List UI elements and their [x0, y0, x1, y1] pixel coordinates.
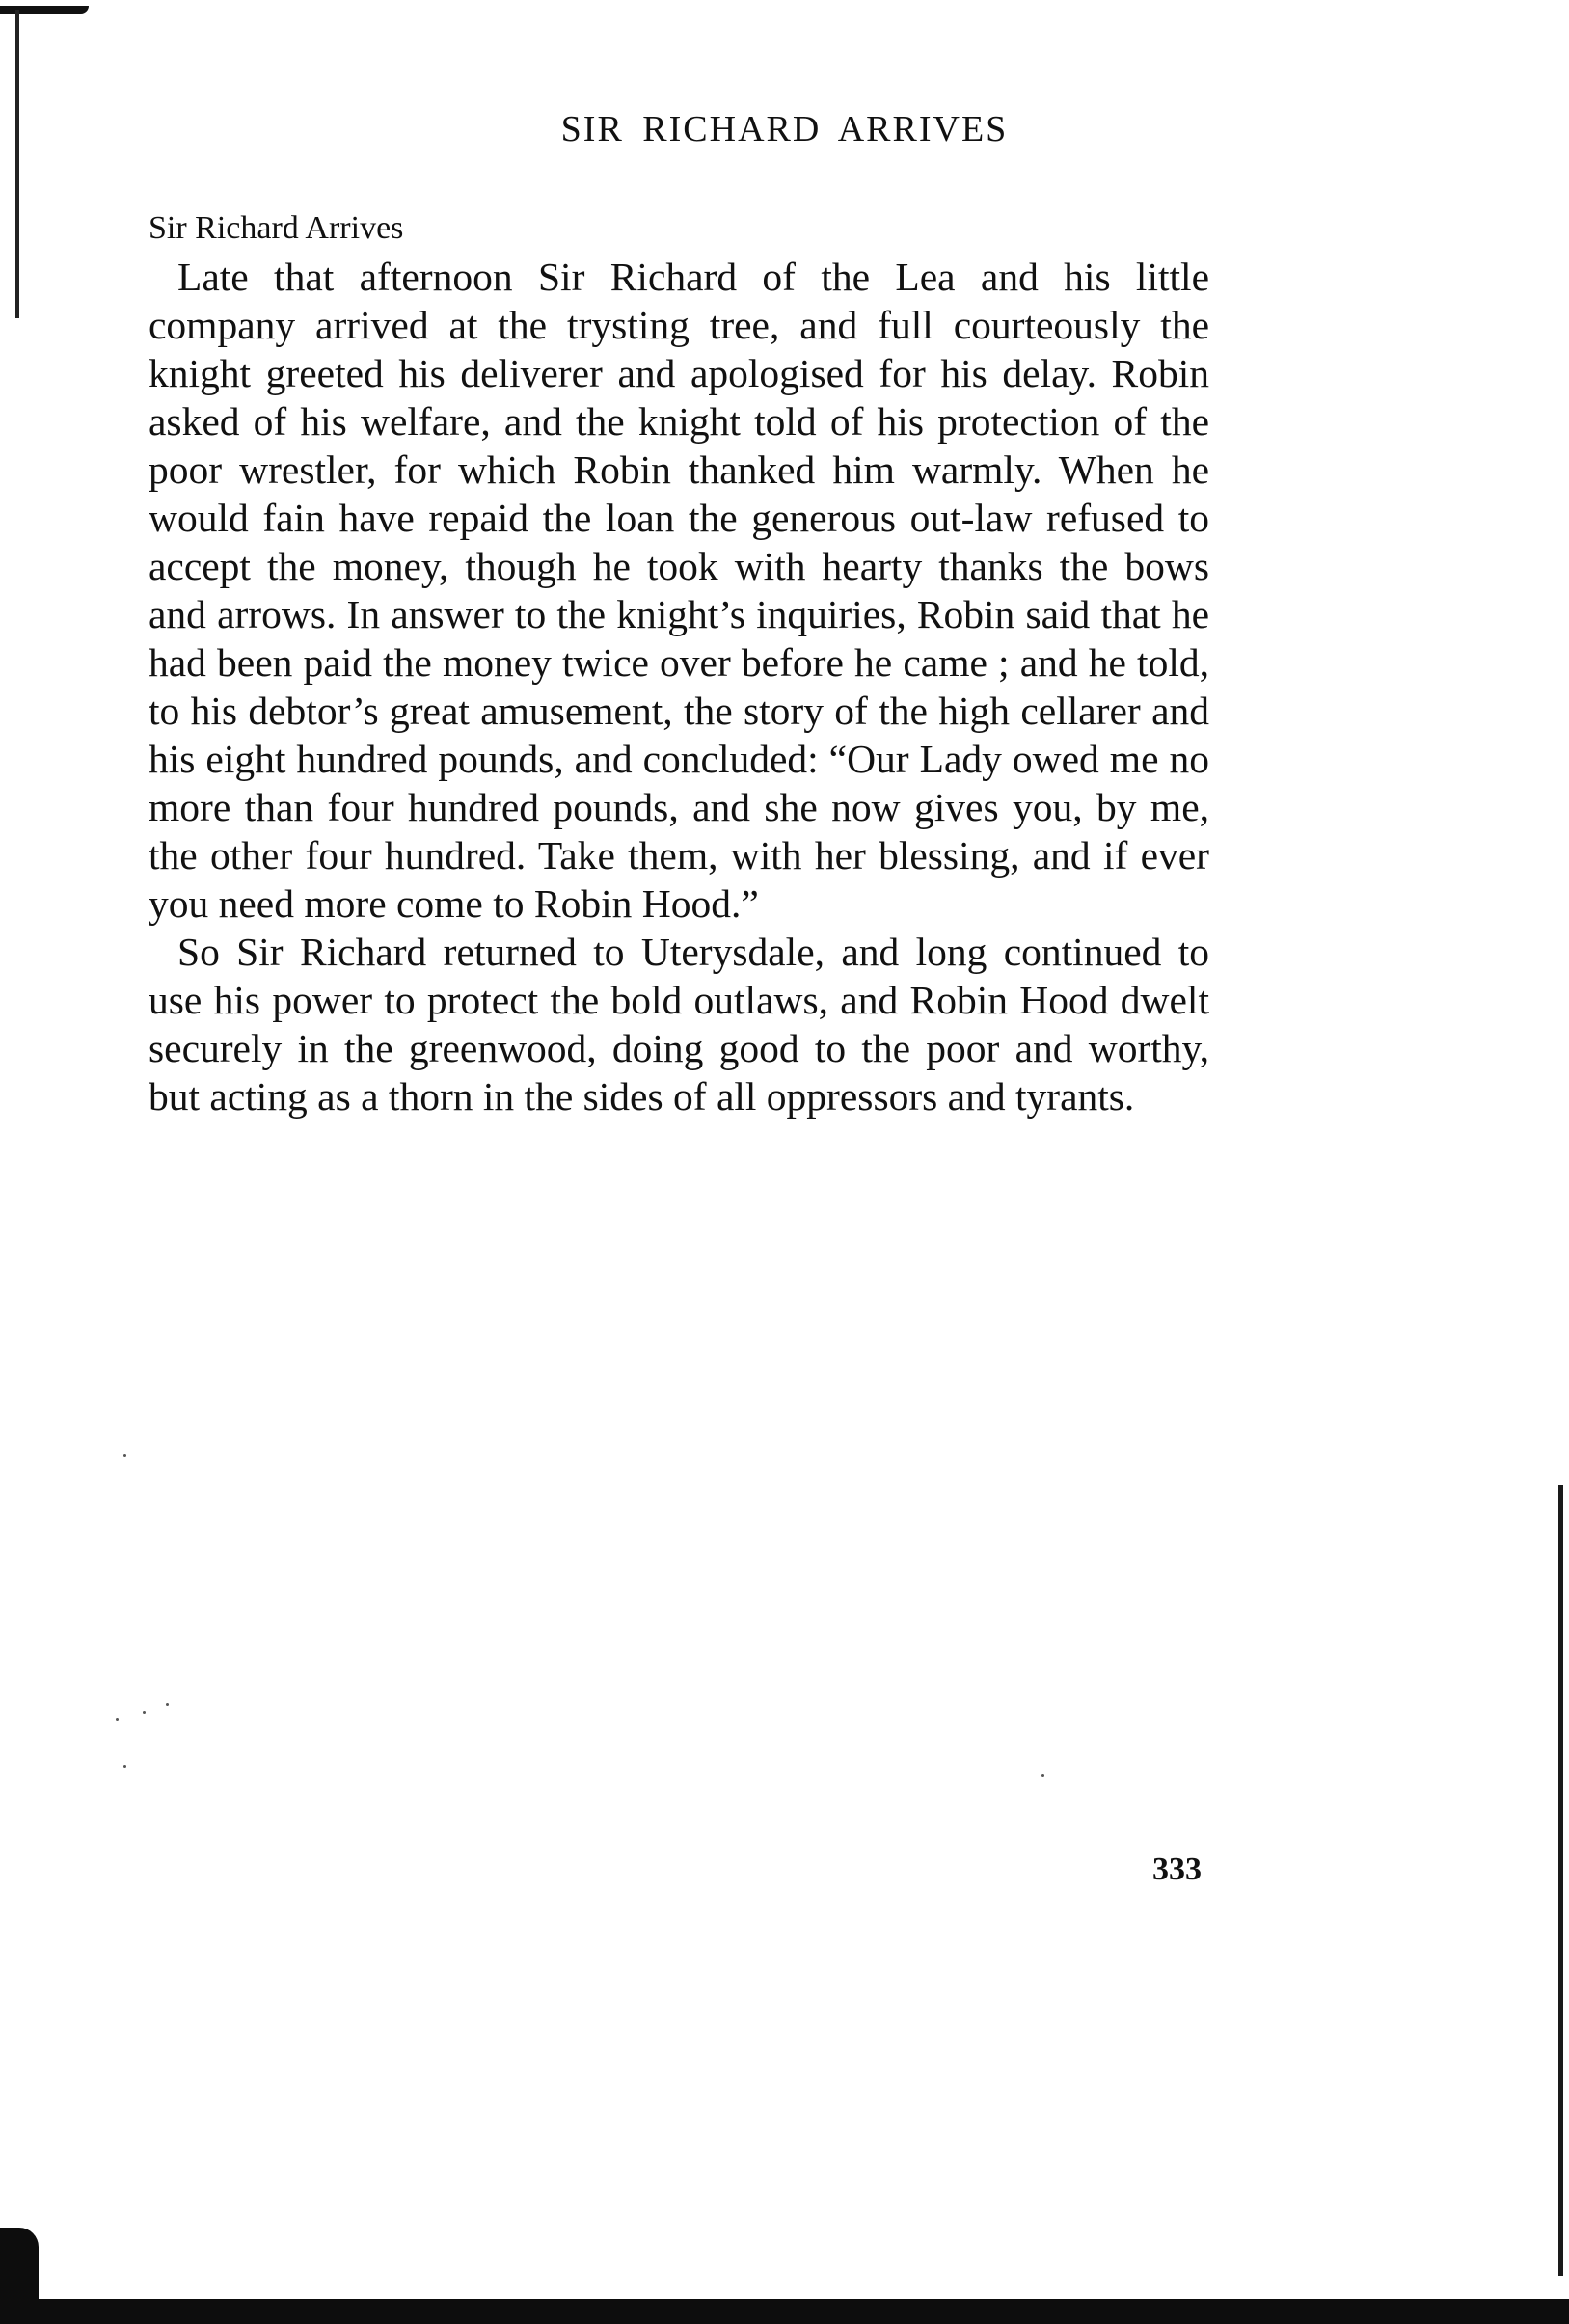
paragraph: Late that afternoon Sir Richard of the Lea and his little company arrived at the trysting tree, and full courteously the knight greeted his deliverer and apologised for his delay. Robin asked of his welfare, and the knight told of his protection of the poor wrestler, for which Robin thanked him warmly. When he would fain have repaid the loan the generous out-law refused to accept the money, though he took with hearty thanks the bows and arrows. In answer to the knight’s inquiries, Robin said that he had been paid the money twice over before he came ; and he told, to his debtor’s great amusement, the story of the high cellarer and his eight hundred pounds, and concluded: “Our Lady owed me no more than four hundred pounds, and she now gives you, by me, the other four hundred. Take them, with her blessing, and if ever you need more come to Robin Hood.”	[149, 255, 1209, 926]
scan-corner-shadow	[0, 2228, 39, 2305]
running-head: SIR RICHARD ARRIVES	[560, 109, 1009, 149]
scan-left-edge	[15, 10, 19, 318]
scan-right-edge	[1558, 1485, 1563, 2276]
scan-bottom-edge	[0, 2299, 1569, 2324]
paragraph: So Sir Richard returned to Uterysdale, and long continued to use his power to protect the bold outlaws, and Robin Hood dwelt securely in the greenwood, doing good to the poor and worthy, but acting as a thorn in the sides of all oppressors and tyrants.	[149, 930, 1209, 1119]
scan-speck	[123, 1454, 126, 1457]
scan-speck	[143, 1711, 146, 1714]
scan-speck	[1041, 1774, 1044, 1777]
page-number: 333	[1152, 1851, 1202, 1887]
scan-speck	[123, 1765, 126, 1768]
scan-speck	[116, 1718, 119, 1721]
scan-speck	[166, 1703, 169, 1706]
scan-binding-mark	[0, 6, 89, 14]
body-text	[149, 253, 1209, 1121]
section-heading: Sir Richard Arrives	[149, 210, 404, 246]
